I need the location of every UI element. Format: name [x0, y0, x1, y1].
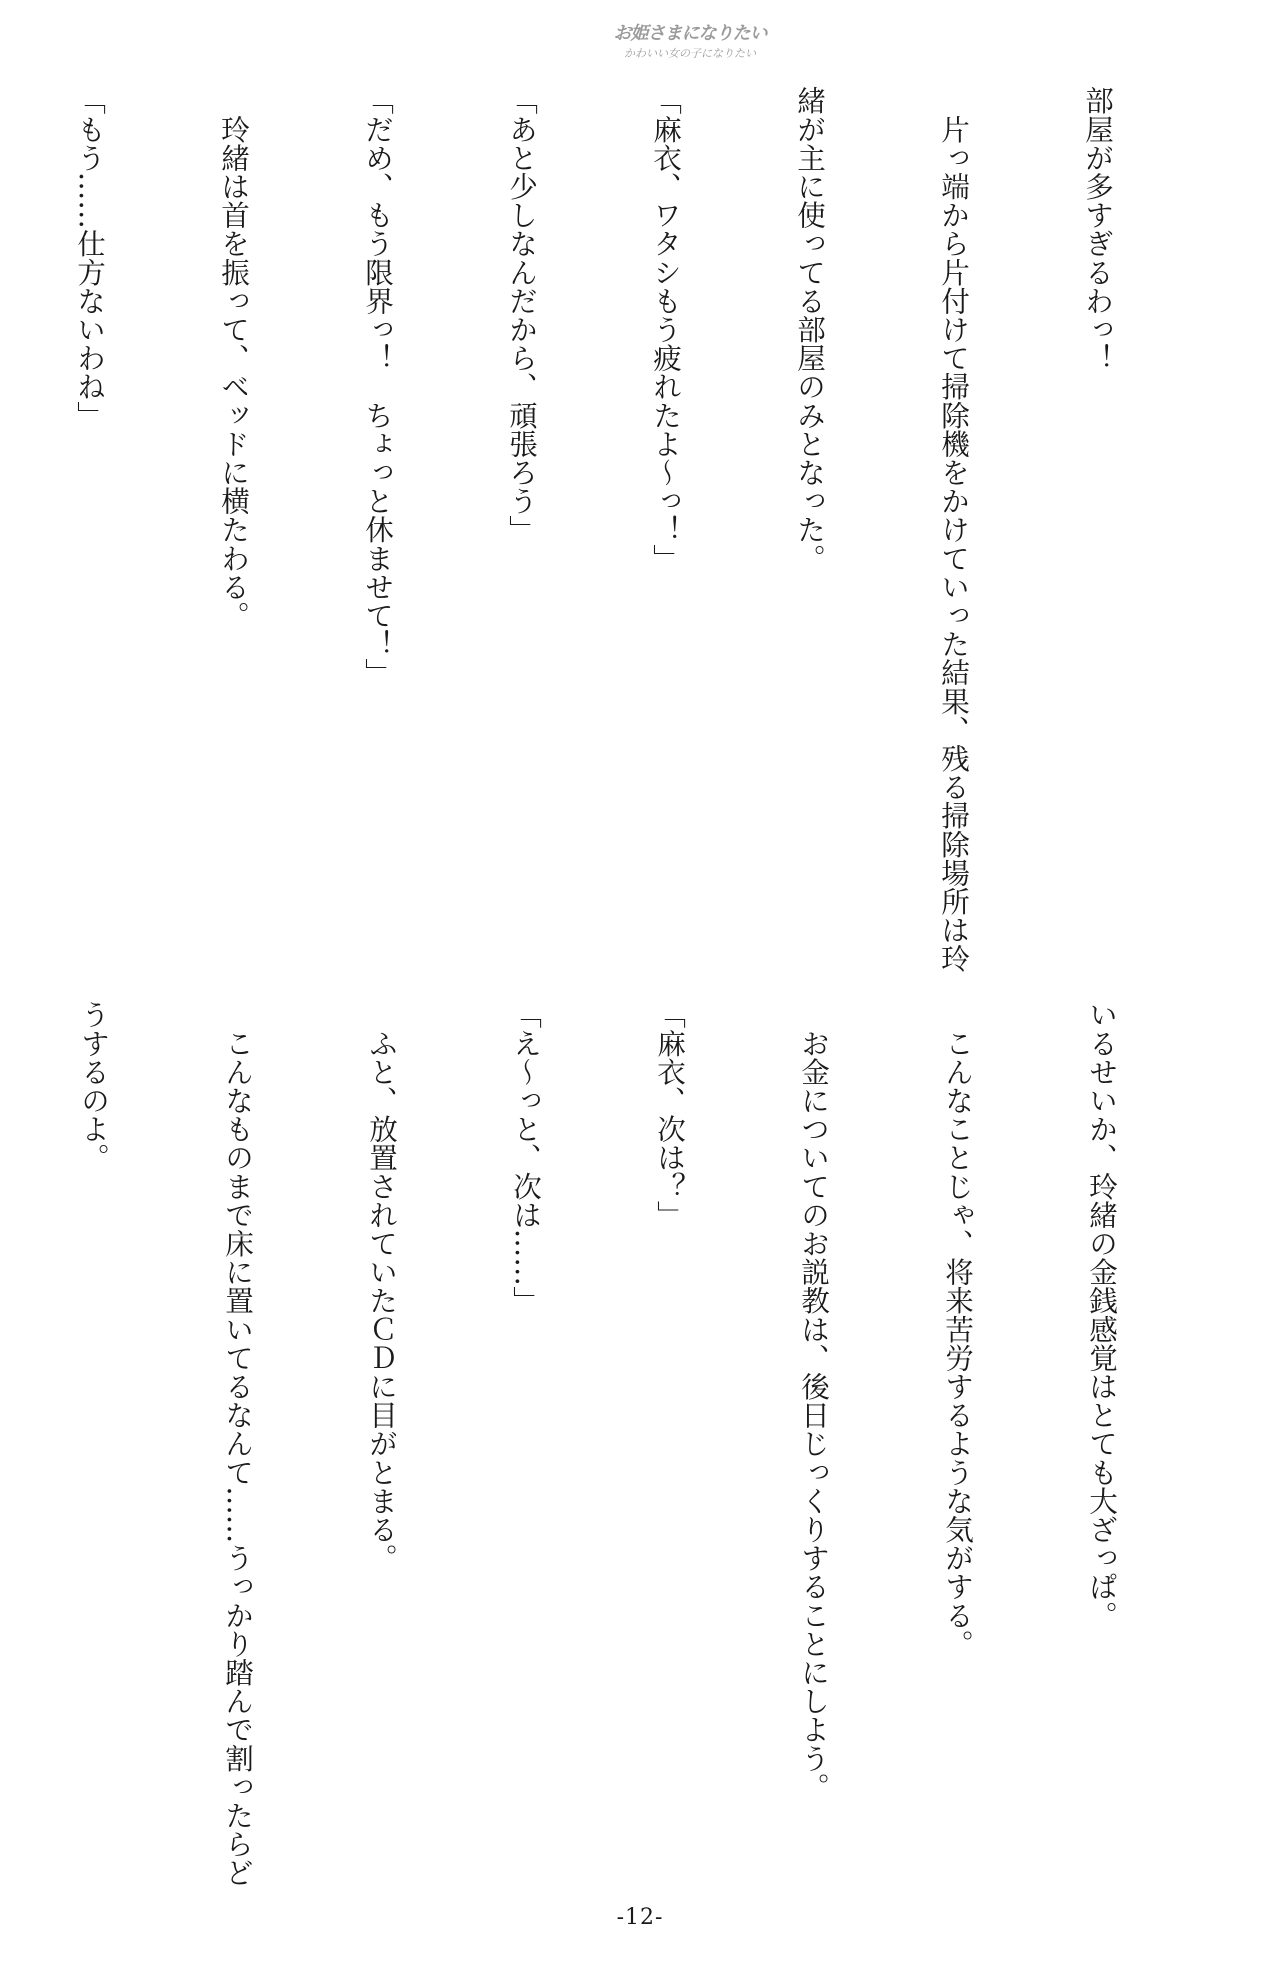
header-subtitle: かわいい女の子になりたい — [624, 47, 756, 60]
text-line: 緒が主に使ってる部屋のみとなった。 — [793, 86, 827, 573]
text-line: 「だめ、もう限界っ！ ちょっと休ませて！」 — [361, 86, 395, 687]
header-title: お姫さまになりたい — [613, 23, 767, 44]
text-line: 玲緒は首を振って、ベッドに横たわる。 — [217, 86, 251, 630]
text-line: 「もう……仕方ないわね」 — [73, 86, 107, 430]
lower-text-block — [0, 1000, 1222, 1900]
text-line: 「あと少しなんだから、頑張ろう」 — [505, 86, 539, 544]
text-line: ふと、放置されていたＣＤに目がとまる。 — [365, 1000, 399, 1572]
text-line: お金についてのお説教は、後日じっくりすることにしよう。 — [797, 1000, 831, 1801]
text-line: こんなものまで床に置いてるなんて……うっかり踏んで割ったらど — [221, 1000, 255, 1887]
text-line: 「え～っと、次は……」 — [509, 1000, 543, 1315]
text-line: こんなことじゃ、将来苦労するような気がする。 — [941, 1000, 975, 1658]
page-number: -12- — [616, 1905, 664, 1930]
text-line: 部屋が多すぎるわっ！ — [1081, 86, 1115, 372]
text-line: 「麻衣、ワタシもう疲れたよ～っ！」 — [649, 86, 683, 573]
upper-text-block — [0, 86, 1218, 973]
text-line: 「麻衣、次は？」 — [653, 1000, 687, 1229]
text-line: いるせいか、玲緒の金銭感覚はとても大ざっぱ。 — [1085, 1000, 1119, 1630]
text-line: うするのよ。 — [77, 1000, 111, 1172]
text-line: 片っ端から片付けて掃除機をかけていった結果、残る掃除場所は玲 — [937, 86, 971, 973]
running-header — [600, 22, 780, 80]
